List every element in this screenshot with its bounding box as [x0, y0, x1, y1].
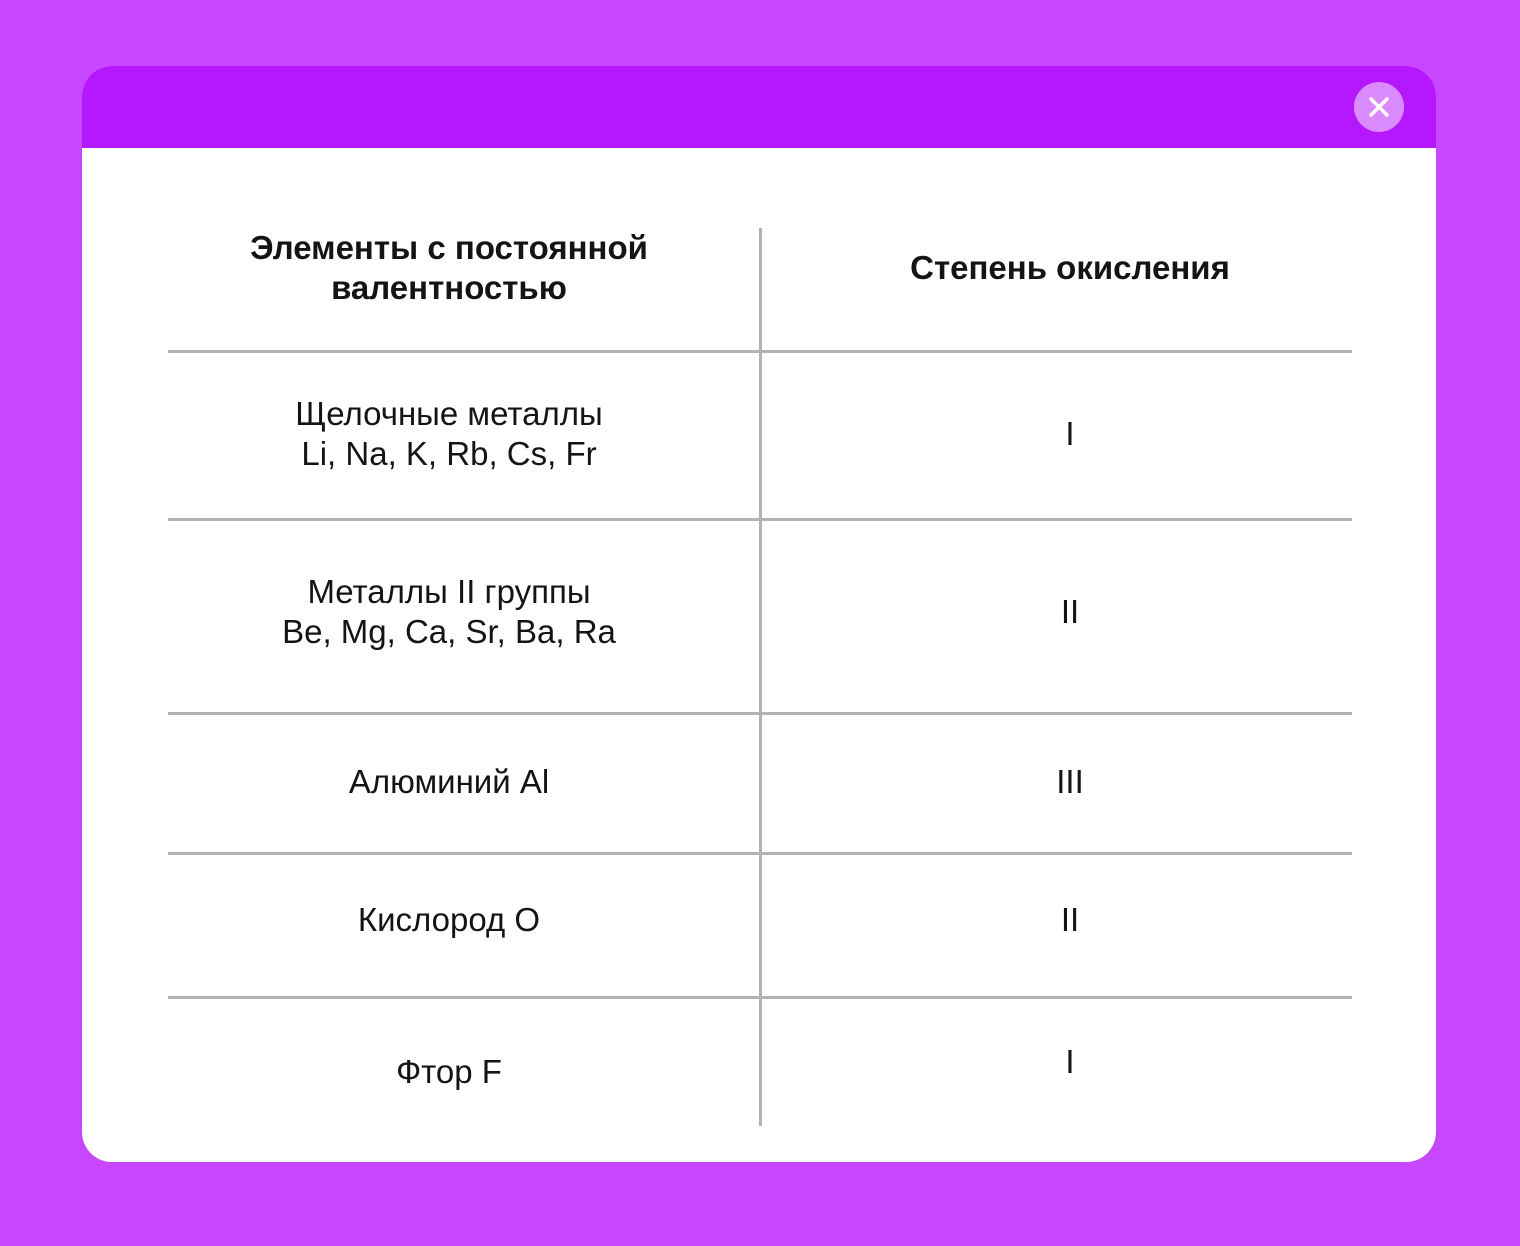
row-divider	[168, 350, 1352, 353]
table-row-name: Фтор F	[396, 1053, 502, 1090]
table-row-name: Алюминий Al	[348, 763, 550, 800]
table-row-name: Кислород O	[357, 901, 541, 938]
table-row-value: II	[1060, 901, 1080, 938]
header-elements-line2: валентностью	[331, 269, 567, 306]
table-row-name: Щелочные металлы Li, Na, K, Rb, Cs, Fr	[295, 395, 603, 472]
row-divider	[168, 852, 1352, 855]
row-divider	[168, 996, 1352, 999]
table-row-value: III	[1056, 763, 1084, 800]
header-elements	[168, 228, 730, 308]
header-elements-line1: Элементы с постоянной	[250, 229, 648, 266]
table-row-name: Металлы II группы Be, Mg, Ca, Sr, Ba, Ra	[282, 573, 616, 650]
valence-table	[168, 228, 1352, 1126]
table-row-value: I	[1065, 415, 1075, 452]
dialog-card	[82, 66, 1436, 1162]
close-icon	[1354, 82, 1404, 132]
row-divider	[168, 518, 1352, 521]
table-row-value: II	[1060, 593, 1080, 630]
close-button[interactable]	[1354, 82, 1404, 132]
column-divider	[759, 228, 762, 1126]
row-divider	[168, 712, 1352, 715]
header-oxidation-state: Степень окисления	[910, 249, 1230, 286]
table-row-value: I	[1065, 1043, 1075, 1080]
dialog-header	[82, 66, 1436, 148]
